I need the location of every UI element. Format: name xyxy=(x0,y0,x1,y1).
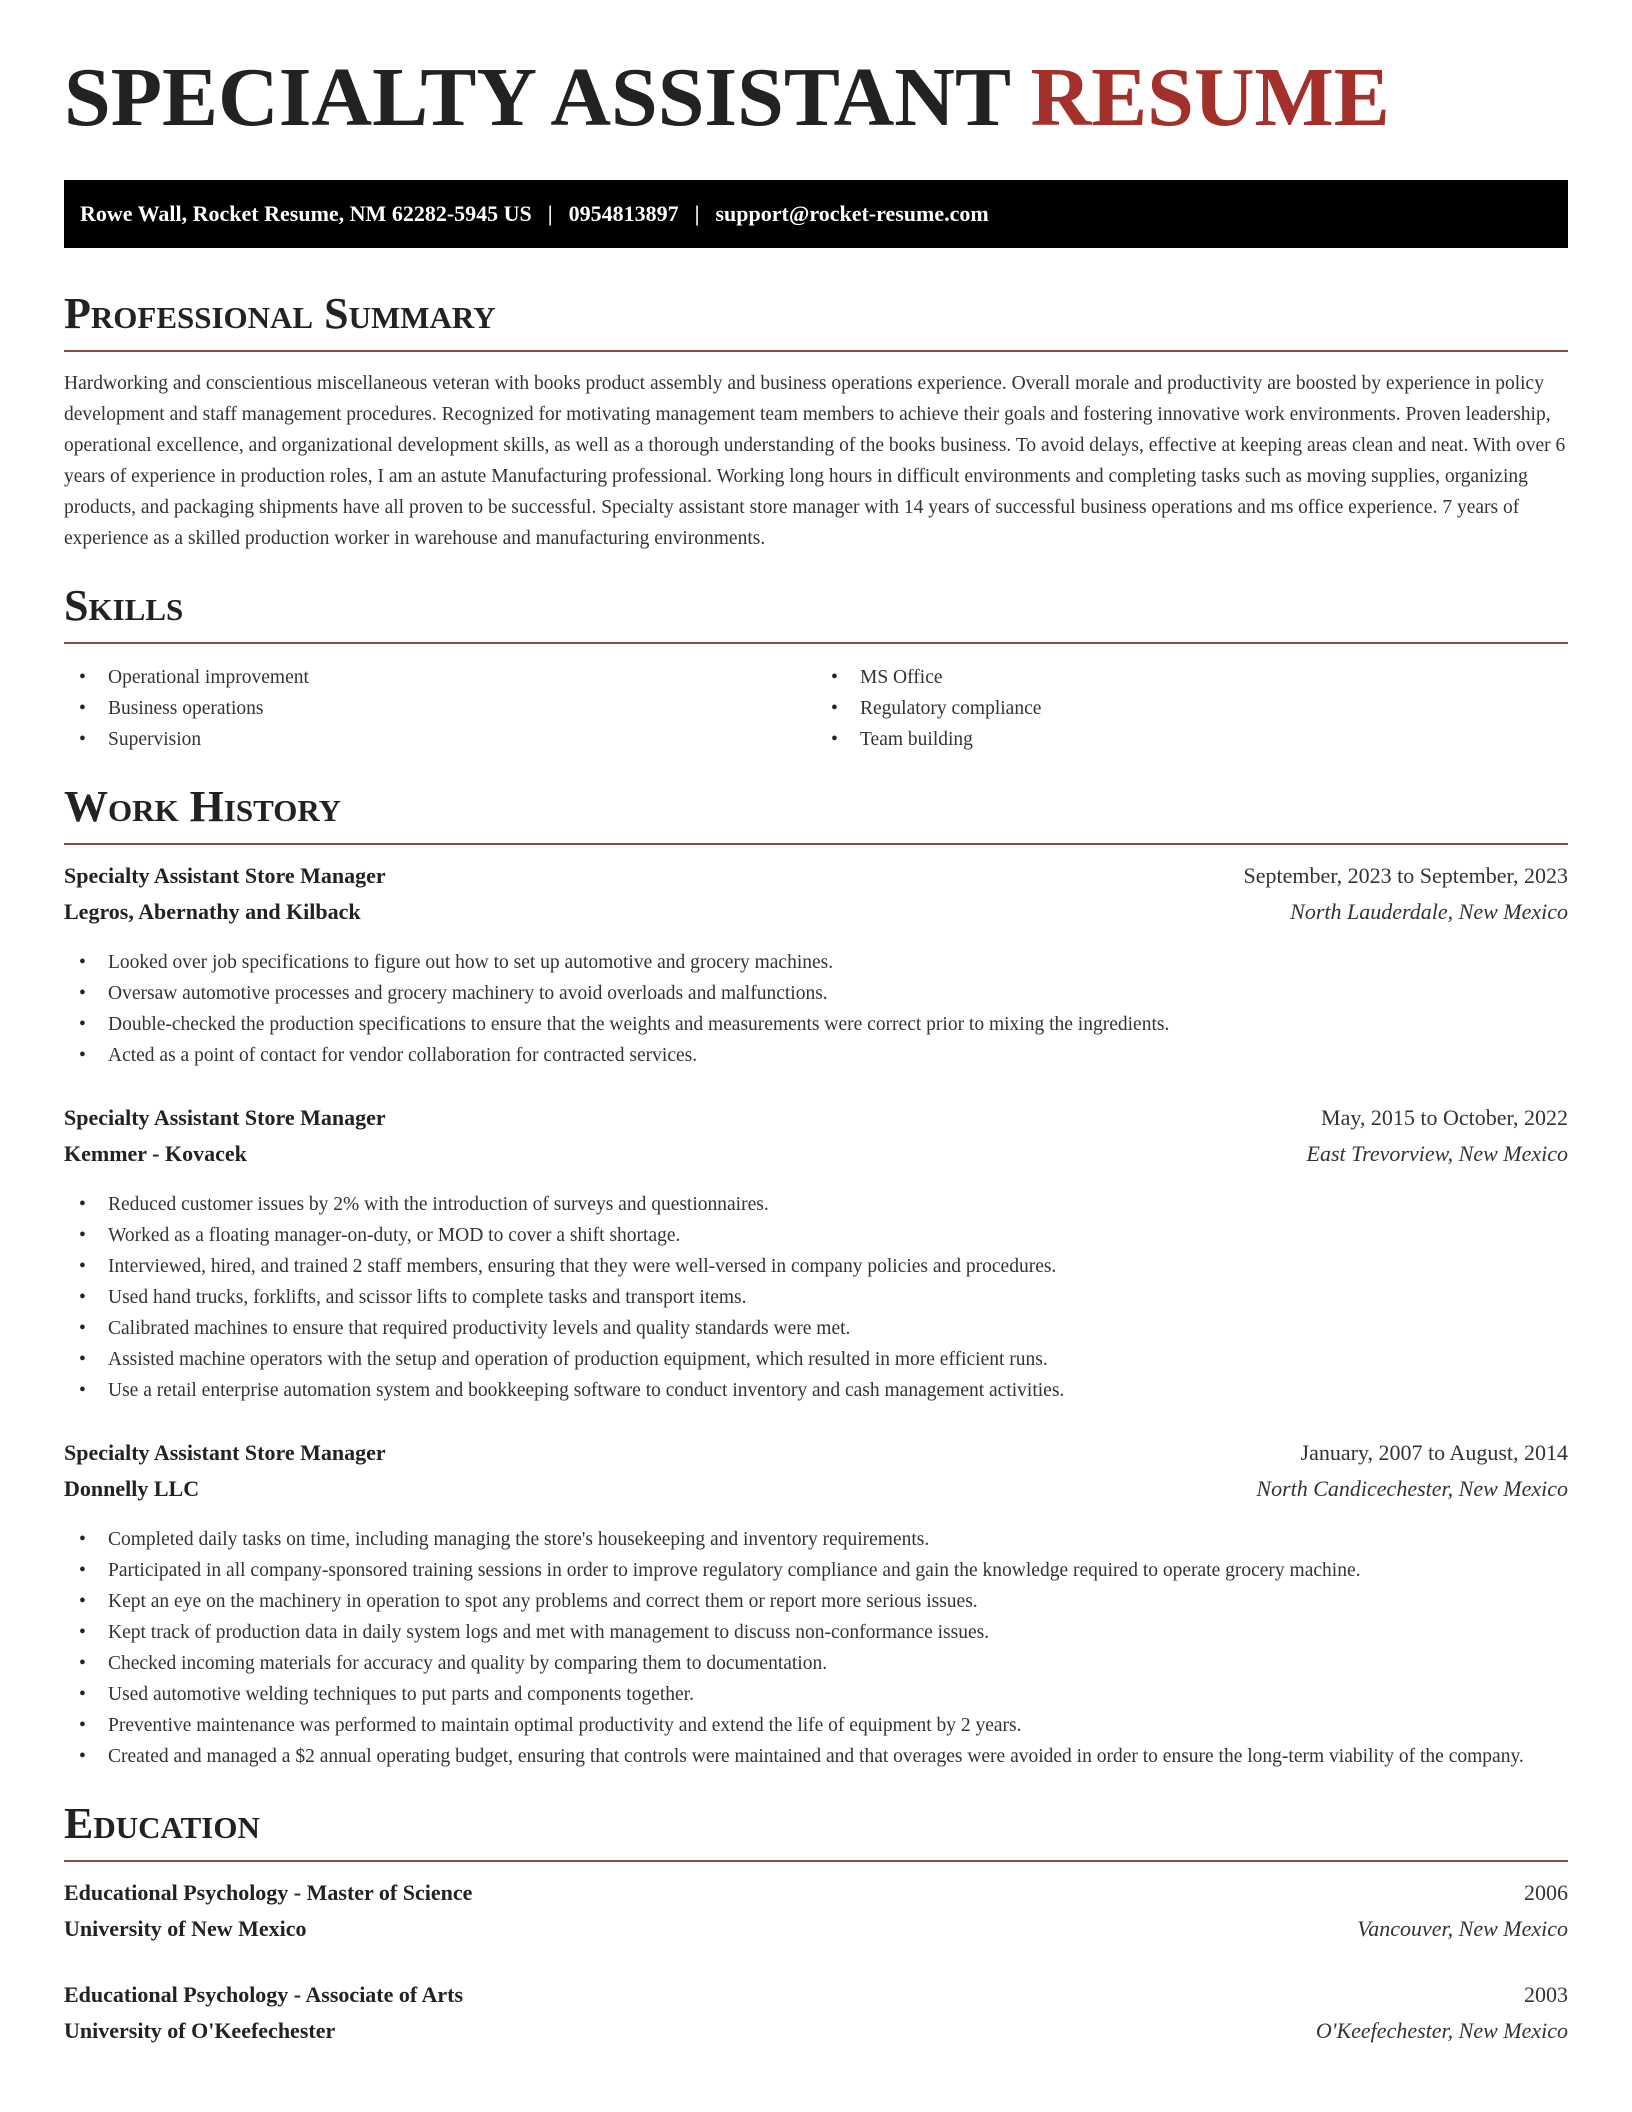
skill-item: • Team building xyxy=(816,724,1568,755)
job-bullet: • Checked incoming materials for accuracy and quality by comparing them to documentation. xyxy=(64,1648,1568,1679)
skills-section xyxy=(64,581,1568,755)
job-bullet: • Kept an eye on the machinery in operation to spot any problems and correct them or report more serious issues. xyxy=(64,1586,1568,1617)
job-bullet: • Interviewed, hired, and trained 2 staff members, ensuring that they were well-versed in company policies and procedures. xyxy=(64,1251,1568,1282)
job-company: Kemmer - Kovacek xyxy=(64,1141,247,1166)
education-degree-row xyxy=(64,1880,1568,1916)
job-bullet: • Completed daily tasks on time, including managing the store's housekeeping and inventory requirements. xyxy=(64,1524,1568,1555)
contact-separator: | xyxy=(547,201,553,226)
job-bullet: • Looked over job specifications to figure out how to set up automotive and grocery machines. xyxy=(64,947,1568,978)
work-history-section xyxy=(64,782,1568,1772)
education-heading: Education xyxy=(64,1799,260,1848)
education-section xyxy=(64,1799,1568,2054)
job-bullet: • Acted as a point of contact for vendor collaboration for contracted services. xyxy=(64,1040,1568,1071)
job-bullet: • Participated in all company-sponsored training sessions in order to improve regulatory compliance and gain the knowledge required to operate grocery machine. xyxy=(64,1555,1568,1586)
job-dates: May, 2015 to October, 2022 xyxy=(1321,1105,1568,1130)
contact-email: support@rocket-resume.com xyxy=(715,201,989,226)
job-title: Specialty Assistant Store Manager xyxy=(64,1105,386,1130)
job-bullet: • Use a retail enterprise automation system and bookkeeping software to conduct inventory and cash management activities. xyxy=(64,1375,1568,1406)
job-bullet: • Worked as a floating manager-on-duty, or MOD to cover a shift shortage. xyxy=(64,1220,1568,1251)
job-header-row xyxy=(64,1105,1568,1141)
job-bullet: • Assisted machine operators with the setup and operation of production equipment, which resulted in more efficient runs. xyxy=(64,1344,1568,1375)
job-header-row xyxy=(64,863,1568,899)
job-bullet: • Used automotive welding techniques to put parts and components together. xyxy=(64,1679,1568,1710)
contact-address: Rowe Wall, Rocket Resume, NM 62282-5945 US xyxy=(80,201,532,226)
job-location: North Lauderdale, New Mexico xyxy=(1290,899,1568,924)
education-school: University of O'Keefechester xyxy=(64,2018,336,2043)
section-divider xyxy=(64,1860,1568,1862)
education-degree-row xyxy=(64,1982,1568,2018)
education-school: University of New Mexico xyxy=(64,1916,307,1941)
contact-separator: | xyxy=(694,201,700,226)
job-entry xyxy=(64,1105,1568,1406)
section-divider xyxy=(64,843,1568,845)
job-bullet: • Preventive maintenance was performed to maintain optimal productivity and extend the life of equipment by 2 years. xyxy=(64,1710,1568,1741)
work-history-heading: Work History xyxy=(64,782,342,831)
job-bullets xyxy=(64,947,1568,1071)
job-company: Donnelly LLC xyxy=(64,1476,200,1501)
job-bullet: • Created and managed a $2 annual operating budget, ensuring that controls were maintained and that overages were avoided in order to ensure the long-term viability of the company. xyxy=(64,1741,1568,1772)
job-location: East Trevorview, New Mexico xyxy=(1306,1141,1568,1166)
skills-column-left xyxy=(64,662,816,755)
job-dates: September, 2023 to September, 2023 xyxy=(1243,863,1568,888)
job-bullet: • Used hand trucks, forklifts, and scissor lifts to complete tasks and transport items. xyxy=(64,1282,1568,1313)
contact-phone: 0954813897 xyxy=(568,201,679,226)
education-year: 2006 xyxy=(1524,1880,1568,1905)
job-dates: January, 2007 to August, 2014 xyxy=(1300,1440,1568,1465)
skills-grid xyxy=(64,662,1568,755)
summary-heading: Professional Summary xyxy=(64,289,496,338)
job-bullet: • Oversaw automotive processes and grocery machinery to avoid overloads and malfunctions. xyxy=(64,978,1568,1009)
summary-section xyxy=(64,289,1568,554)
education-degree: Educational Psychology - Master of Science xyxy=(64,1880,473,1905)
job-bullet: • Kept track of production data in daily system logs and met with management to discuss non-conformance issues. xyxy=(64,1617,1568,1648)
job-header-row xyxy=(64,1440,1568,1476)
summary-text: Hardworking and conscientious miscellaneous veteran with books product assembly and business operations experience. Overall morale and productivity are boosted by experience in policy development and staff management procedures. Recognized for motivating management team members to achieve their goals and fostering innovative work environments. Proven leadership, operational excellence, and organizational development skills, as well as a thorough understanding of the books business. To avoid delays, effective at keeping areas clean and neat. With over 6 years of experience in production roles, I am an astute Manufacturing professional. Working long hours in difficult environments and completing tasks such as moving supplies, organizing products, and packaging shipments have all proven to be successful. Specialty assistant store manager with 14 years of successful business operations and ms office experience. 7 years of experience as a skilled production worker in warehouse and manufacturing environments. xyxy=(64,373,1566,549)
job-company-row xyxy=(64,899,1568,935)
job-bullets xyxy=(64,1524,1568,1772)
education-location: Vancouver, New Mexico xyxy=(1357,1916,1568,1941)
skill-item: • Regulatory compliance xyxy=(816,693,1568,724)
skills-heading: Skills xyxy=(64,581,184,630)
education-degree: Educational Psychology - Associate of Arts xyxy=(64,1982,464,2007)
job-company: Legros, Abernathy and Kilback xyxy=(64,899,361,924)
skills-list-right xyxy=(816,662,1568,755)
section-divider xyxy=(64,642,1568,644)
job-bullet: • Calibrated machines to ensure that required productivity levels and quality standards were met. xyxy=(64,1313,1568,1344)
job-bullets xyxy=(64,1189,1568,1406)
job-title: Specialty Assistant Store Manager xyxy=(64,863,386,888)
contact-bar xyxy=(64,180,1568,248)
skill-item: • Supervision xyxy=(64,724,816,755)
job-company-row xyxy=(64,1141,1568,1177)
job-bullet: • Double-checked the production specifications to ensure that the weights and measurements were correct prior to mixing the ingredients. xyxy=(64,1009,1568,1040)
skills-list-left xyxy=(64,662,816,755)
skill-item: • Operational improvement xyxy=(64,662,816,693)
education-location: O'Keefechester, New Mexico xyxy=(1315,2018,1568,2043)
job-entry xyxy=(64,1440,1568,1772)
skills-column-right xyxy=(816,662,1568,755)
education-entry xyxy=(64,1982,1568,2054)
education-school-row xyxy=(64,1916,1568,1952)
skill-item: • MS Office xyxy=(816,662,1568,693)
title-accent: RESUME xyxy=(1030,51,1390,144)
education-entry xyxy=(64,1880,1568,1952)
job-entry xyxy=(64,863,1568,1071)
resume-title xyxy=(64,51,1568,144)
skill-item: • Business operations xyxy=(64,693,816,724)
education-year: 2003 xyxy=(1524,1982,1568,2007)
education-school-row xyxy=(64,2018,1568,2054)
title-main: SPECIALTY ASSISTANT xyxy=(64,51,1010,144)
job-location: North Candicechester, New Mexico xyxy=(1256,1476,1568,1501)
job-company-row xyxy=(64,1476,1568,1512)
section-divider xyxy=(64,350,1568,352)
job-bullet: • Reduced customer issues by 2% with the introduction of surveys and questionnaires. xyxy=(64,1189,1568,1220)
job-title: Specialty Assistant Store Manager xyxy=(64,1440,386,1465)
